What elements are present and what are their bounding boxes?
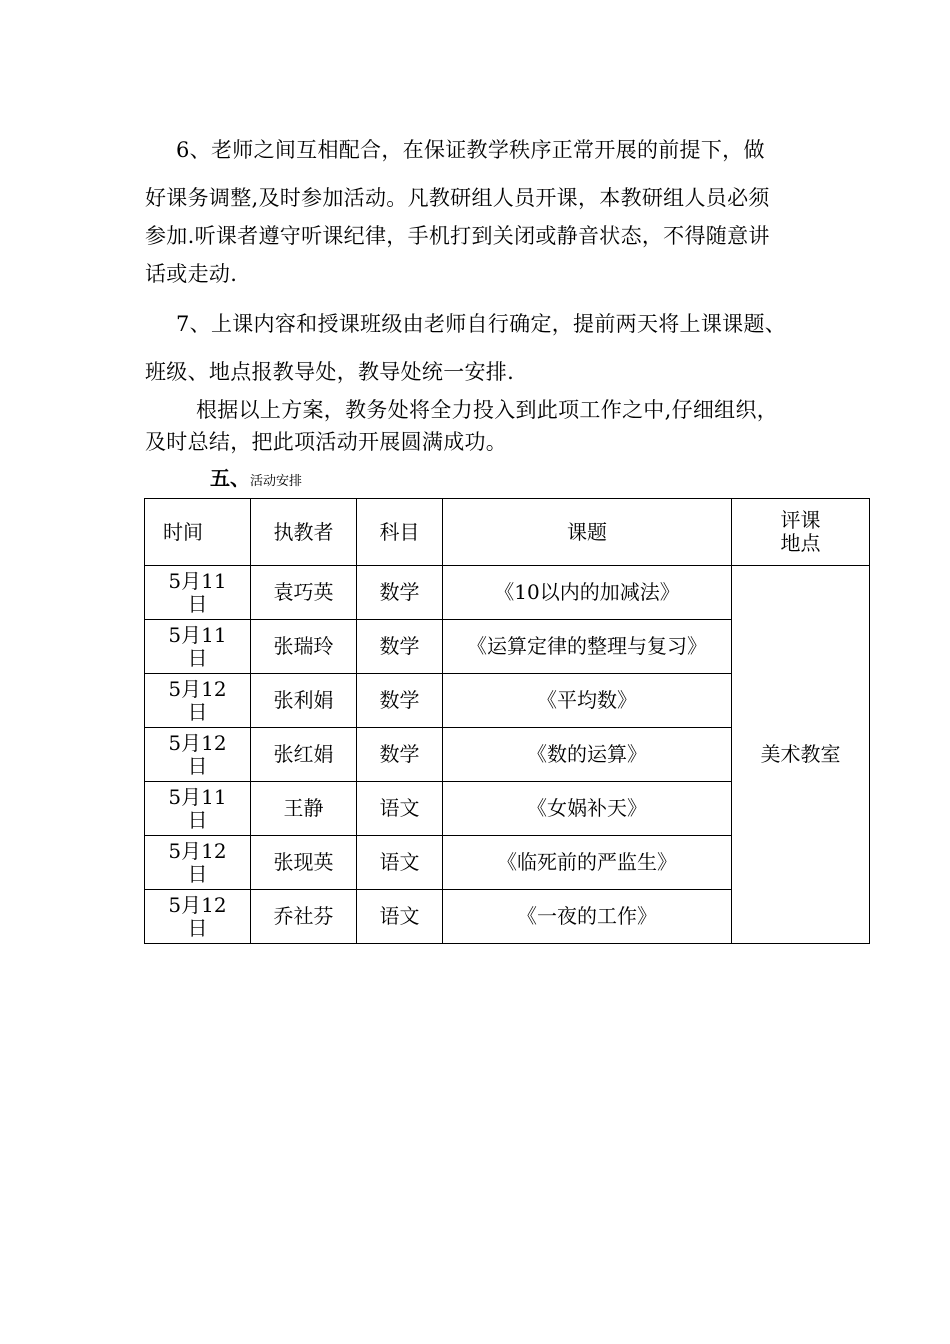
date-line-2: 日 — [187, 645, 208, 670]
table-header-row — [145, 499, 870, 566]
date-line-1: 5月12 — [168, 838, 227, 863]
cell-location: 美术教室 — [732, 566, 870, 944]
date-line-1: 5月11 — [168, 784, 227, 809]
cell-teacher: 王静 — [251, 782, 357, 836]
date-line-2: 日 — [187, 753, 208, 778]
table-row — [145, 566, 870, 620]
cell-teacher: 袁巧英 — [251, 566, 357, 620]
cell-date — [145, 728, 251, 782]
cell-topic: 《运算定律的整理与复习》 — [443, 620, 732, 674]
cell-date — [145, 890, 251, 944]
header-location-line-2: 地点 — [780, 531, 821, 555]
cell-subject: 数学 — [357, 674, 443, 728]
header-topic: 课题 — [443, 499, 732, 566]
closing-paragraph-line-1: 根据以上方案，教务处将全力投入到此项工作之中,仔细组织， — [196, 398, 779, 422]
date-line-1: 5月12 — [168, 676, 227, 701]
header-location-line-1: 评课 — [780, 508, 821, 532]
cell-topic: 《女娲补天》 — [443, 782, 732, 836]
date-line-1: 5月11 — [168, 568, 227, 593]
date-line-1: 5月11 — [168, 622, 227, 647]
header-location — [732, 499, 870, 566]
paragraph-6-line-4: 话或走动. — [145, 262, 238, 286]
date-line-1: 5月12 — [168, 892, 227, 917]
section-heading — [210, 462, 302, 491]
cell-topic: 《临死前的严监生》 — [443, 836, 732, 890]
cell-subject: 数学 — [357, 620, 443, 674]
cell-date — [145, 566, 251, 620]
cell-subject: 数学 — [357, 566, 443, 620]
cell-teacher: 张瑞玲 — [251, 620, 357, 674]
date-line-2: 日 — [187, 807, 208, 832]
cell-subject: 语文 — [357, 890, 443, 944]
cell-teacher: 张红娟 — [251, 728, 357, 782]
cell-subject: 语文 — [357, 836, 443, 890]
schedule-table — [144, 498, 870, 944]
cell-date — [145, 620, 251, 674]
header-time: 时间 — [145, 499, 251, 566]
cell-topic: 《平均数》 — [443, 674, 732, 728]
date-line-1: 5月12 — [168, 730, 227, 755]
cell-date — [145, 782, 251, 836]
header-subject: 科目 — [357, 499, 443, 566]
cell-topic: 《数的运算》 — [443, 728, 732, 782]
date-line-2: 日 — [187, 861, 208, 886]
paragraph-7-line-1: 7、上课内容和授课班级由老师自行确定，提前两天将上课课题、 — [176, 312, 787, 336]
paragraph-6-line-3: 参加.听课者遵守听课纪律，手机打到关闭或静音状态，不得随意讲 — [145, 224, 770, 248]
date-line-2: 日 — [187, 591, 208, 616]
paragraph-6-line-2: 好课务调整,及时参加活动。凡教研组人员开课，本教研组人员必须 — [145, 186, 770, 210]
closing-paragraph-line-2: 及时总结，把此项活动开展圆满成功。 — [145, 430, 508, 454]
section-title: 活动安排 — [250, 474, 303, 489]
paragraph-6-line-1: 6、老师之间互相配合，在保证教学秩序正常开展的前提下，做 — [176, 138, 765, 162]
cell-teacher: 乔社芬 — [251, 890, 357, 944]
date-line-2: 日 — [187, 915, 208, 940]
cell-subject: 语文 — [357, 782, 443, 836]
cell-subject: 数学 — [357, 728, 443, 782]
section-number: 五、 — [210, 466, 250, 490]
cell-date — [145, 674, 251, 728]
date-line-2: 日 — [187, 699, 208, 724]
cell-teacher: 张现英 — [251, 836, 357, 890]
paragraph-7-line-2: 班级、地点报教导处，教导处统一安排. — [145, 360, 515, 384]
cell-topic: 《10以内的加减法》 — [443, 566, 732, 620]
header-teacher: 执教者 — [251, 499, 357, 566]
cell-date — [145, 836, 251, 890]
cell-topic: 《一夜的工作》 — [443, 890, 732, 944]
cell-teacher: 张利娟 — [251, 674, 357, 728]
